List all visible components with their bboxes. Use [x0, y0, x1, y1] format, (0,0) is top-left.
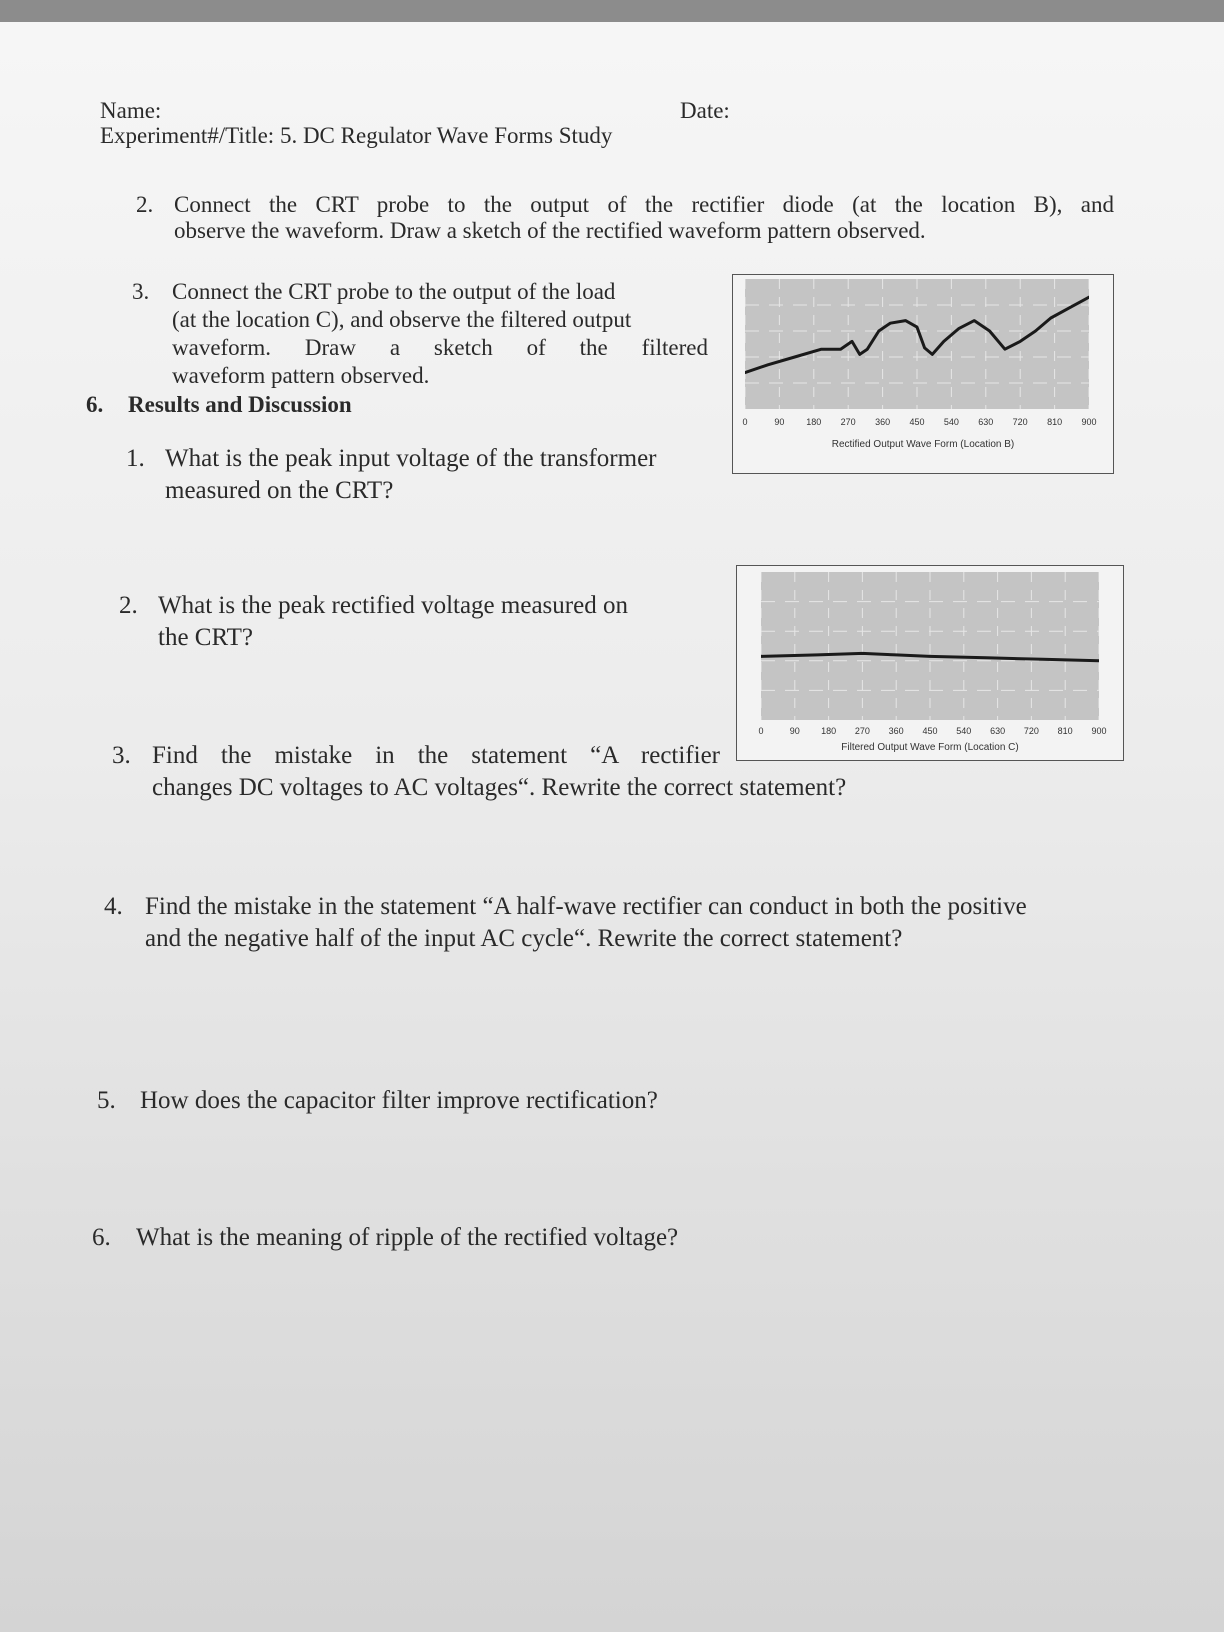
filtered-x-axis: [758, 726, 1107, 738]
procedure-3-number: 3.: [132, 279, 150, 304]
filtered-chart-caption: Filtered Output Wave Form (Location C): [841, 742, 1019, 753]
rectified-x-axis: [742, 417, 1097, 429]
filtered-trace: [761, 653, 1099, 660]
question-1-line-2: measured on the CRT?: [165, 477, 394, 504]
procedure-3-line-3: waveform. Draw a sketch of the filtered: [172, 335, 708, 360]
rectified-plot-area: [745, 279, 1089, 409]
question-4-line-2: and the negative half of the input AC cycle“. Rewrite the correct statement?: [145, 925, 903, 952]
filtered-tick-label: 180: [821, 726, 837, 736]
rectified-tick-label: 180: [806, 417, 822, 427]
question-5-line-1: How does the capacitor filter improve rectification?: [140, 1087, 658, 1114]
question-2-number: 2.: [119, 592, 138, 619]
filtered-tick-label: 450: [922, 726, 938, 736]
section-number: 6.: [86, 392, 104, 417]
question-4-line-1: Find the mistake in the statement “A half-wave rectifier can conduct in both the positive: [145, 893, 1027, 920]
experiment-title: Experiment#/Title: 5. DC Regulator Wave Forms Study: [100, 123, 613, 148]
filtered-tick-label: 270: [854, 726, 870, 736]
filtered-tick-label: 720: [1023, 726, 1039, 736]
rectified-tick-label: 90: [774, 417, 785, 427]
procedure-3-line-1: Connect the CRT probe to the output of the load: [172, 279, 616, 304]
question-2-line-2: the CRT?: [158, 624, 254, 651]
question-6-number: 6.: [92, 1224, 111, 1251]
name-label: Name:: [100, 98, 162, 123]
rectified-tick-label: 450: [909, 417, 925, 427]
filtered-tick-label: 540: [956, 726, 972, 736]
rectified-tick-label: 360: [875, 417, 891, 427]
question-1-number: 1.: [126, 445, 145, 472]
date-label: Date:: [680, 98, 730, 123]
procedure-2-number: 2.: [136, 192, 154, 217]
filtered-tick-label: 900: [1091, 726, 1107, 736]
procedure-3-line-4: waveform pattern observed.: [172, 363, 430, 388]
filtered-tick-label: 810: [1057, 726, 1073, 736]
rectified-tick-label: 900: [1081, 417, 1097, 427]
question-1-line-1: What is the peak input voltage of the transformer: [165, 445, 657, 472]
rectified-tick-label: 0: [742, 417, 748, 427]
question-5-number: 5.: [97, 1087, 116, 1114]
filtered-plot-area: [761, 572, 1099, 720]
rectified-tick-label: 810: [1047, 417, 1063, 427]
rectified-waveform-chart: [732, 274, 1114, 474]
rectified-tick-label: 270: [840, 417, 856, 427]
question-2-line-1: What is the peak rectified voltage measured on: [158, 592, 628, 619]
rectified-chart-caption: Rectified Output Wave Form (Location B): [831, 439, 1015, 450]
question-3-line-1: Find the mistake in the statement “A rectifier: [152, 742, 720, 769]
rectified-tick-label: 540: [943, 417, 959, 427]
worksheet-page: [0, 22, 1224, 1632]
filtered-tick-label: 630: [990, 726, 1006, 736]
filtered-tick-label: 0: [758, 726, 764, 736]
question-3-number: 3.: [112, 742, 131, 769]
section-title: Results and Discussion: [128, 392, 352, 417]
question-6-line-1: What is the meaning of ripple of the rectified voltage?: [136, 1224, 679, 1251]
rectified-tick-label: 720: [1012, 417, 1028, 427]
filtered-waveform-chart: [736, 565, 1124, 761]
rectified-tick-label: 630: [978, 417, 994, 427]
question-4-number: 4.: [104, 893, 123, 920]
procedure-3-line-2: (at the location C), and observe the filtered output: [172, 307, 632, 332]
filtered-tick-label: 90: [789, 726, 800, 736]
procedure-2-line-2: observe the waveform. Draw a sketch of the rectified waveform pattern observed.: [174, 218, 926, 243]
filtered-tick-label: 360: [888, 726, 904, 736]
procedure-2-line-1: Connect the CRT probe to the output of the rectifier diode (at the location B), and: [174, 192, 1114, 217]
question-3-line-2: changes DC voltages to AC voltages“. Rewrite the correct statement?: [152, 774, 847, 801]
